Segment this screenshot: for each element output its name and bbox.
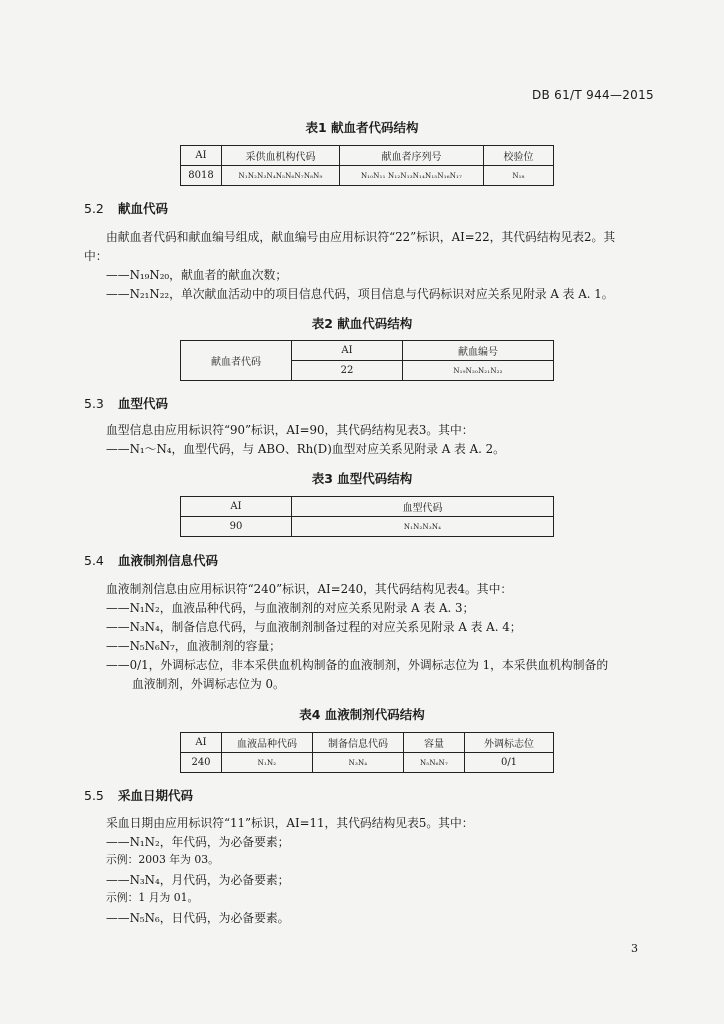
section-5-4-heading xyxy=(84,551,218,569)
section-title: 血液制剂信息代码 xyxy=(118,553,219,568)
page-number: 3 xyxy=(631,942,638,955)
table4-header-product: 血液品种代码 xyxy=(222,733,313,753)
list-item: ——N₃N₄，制备信息代码，与血液制剂制备过程的对应关系见附录 A 表 A. 4； xyxy=(106,620,522,634)
table4 xyxy=(180,732,554,773)
section-title: 献血代码 xyxy=(118,201,169,216)
table3-header-ai: AI xyxy=(181,497,292,517)
paragraph: 由献血者代码和献血编号组成，献血编号由应用标识符“22”标识，AI=22，其代码结构见表2。其 xyxy=(106,230,616,244)
table-row xyxy=(181,497,554,517)
table1-cell-ai: 8018 xyxy=(181,166,222,186)
table4-cell-prep: N₃N₄ xyxy=(313,753,404,773)
table1-cell-donor-serial: N₁₀N₁₁ N₁₂N₁₃N₁₄N₁₅N₁₆N₁₇ xyxy=(340,166,484,186)
section-number: 5.4 xyxy=(84,553,104,568)
table-row xyxy=(181,753,554,773)
paragraph: 采血日期由应用标识符“11”标识，AI=11，其代码结构见表5。其中： xyxy=(106,816,474,830)
table3-cell-ai: 90 xyxy=(181,517,292,537)
table4-header-prep: 制备信息代码 xyxy=(313,733,404,753)
table1-header-ai: AI xyxy=(181,146,222,166)
section-5-3-heading xyxy=(84,394,168,412)
section-5-5-heading xyxy=(84,786,193,804)
table1-cell-check: N₁₈ xyxy=(484,166,554,186)
table-row xyxy=(181,341,554,361)
list-item: ——N₅N₆，日代码，为必备要素。 xyxy=(106,911,290,925)
list-item: 血液制剂，外调标志位为 0。 xyxy=(132,677,285,691)
list-item: ——0/1，外调标志位，非本采供血机构制备的血液制剂，外调标志位为 1，本采供血机构制备的 xyxy=(106,658,609,672)
list-item: ——N₂₁N₂₂，单次献血活动中的项目信息代码，项目信息与代码标识对应关系见附录 A 表 A. 1。 xyxy=(106,287,614,301)
list-item: ——N₅N₆N₇，血液制剂的容量； xyxy=(106,639,281,653)
table-row xyxy=(181,166,554,186)
table4-cell-product: N₁N₂ xyxy=(222,753,313,773)
table2-header-ai: AI xyxy=(292,341,403,361)
table2-header-donation-no: 献血编号 xyxy=(403,341,554,361)
table4-cell-external-flag: 0/1 xyxy=(465,753,554,773)
table1-caption: 表1 献血者代码结构 xyxy=(305,120,419,135)
table1-header-donor-serial: 献血者序列号 xyxy=(340,146,484,166)
section-number: 5.3 xyxy=(84,396,104,411)
table4-header-volume: 容量 xyxy=(404,733,465,753)
table2-cell-ai: 22 xyxy=(292,361,403,381)
table1 xyxy=(180,145,554,186)
table-row xyxy=(181,146,554,166)
table2 xyxy=(180,340,554,381)
table-row xyxy=(181,733,554,753)
paragraph: 血液制剂信息由应用标识符“240”标识，AI=240，其代码结构见表4。其中： xyxy=(106,582,513,596)
section-number: 5.2 xyxy=(84,201,104,216)
table3-header-blood-type: 血型代码 xyxy=(292,497,554,517)
table4-header-external-flag: 外调标志位 xyxy=(465,733,554,753)
list-item: ——N₁N₂，血液品种代码，与血液制剂的对应关系见附录 A 表 A. 3； xyxy=(106,601,475,615)
example-text: 示例：2003 年为 03。 xyxy=(106,853,219,866)
table2-caption: 表2 献血代码结构 xyxy=(311,316,413,331)
table3 xyxy=(180,496,554,537)
table1-header-institution: 采供血机构代码 xyxy=(222,146,340,166)
table3-cell-blood-type: N₁N₂N₃N₄ xyxy=(292,517,554,537)
table4-cell-volume: N₅N₆N₇ xyxy=(404,753,465,773)
list-item: ——N₁～N₄，血型代码，与 ABO、Rh(D)血型对应关系见附录 A 表 A. 2。 xyxy=(106,442,505,456)
table1-cell-institution: N₁N₂N₃N₄N₅N₆N₇N₈N₉ xyxy=(222,166,340,186)
paragraph: 中： xyxy=(84,249,108,263)
section-title: 血型代码 xyxy=(118,396,169,411)
list-item: ——N₁₉N₂₀，献血者的献血次数； xyxy=(106,268,288,282)
list-item: ——N₃N₄，月代码，为必备要素； xyxy=(106,873,290,887)
table2-cell-donation-no: N₁₉N₂₀N₂₁N₂₂ xyxy=(403,361,554,381)
section-title: 采血日期代码 xyxy=(118,788,194,803)
table-row xyxy=(181,517,554,537)
table4-cell-ai: 240 xyxy=(181,753,222,773)
list-item: ——N₁N₂，年代码，为必备要素； xyxy=(106,835,290,849)
table4-caption: 表4 血液制剂代码结构 xyxy=(299,707,425,722)
table3-caption: 表3 血型代码结构 xyxy=(311,471,413,486)
standard-number-header: DB 61/T 944—2015 xyxy=(532,88,654,102)
section-number: 5.5 xyxy=(84,788,104,803)
paragraph: 血型信息由应用标识符“90”标识，AI=90，其代码结构见表3。其中： xyxy=(106,423,474,437)
table4-header-ai: AI xyxy=(181,733,222,753)
example-text: 示例：1 月为 01。 xyxy=(106,891,199,904)
table2-label-donor-code: 献血者代码 xyxy=(181,341,292,381)
table1-header-check: 校验位 xyxy=(484,146,554,166)
section-5-2-heading xyxy=(84,199,168,217)
